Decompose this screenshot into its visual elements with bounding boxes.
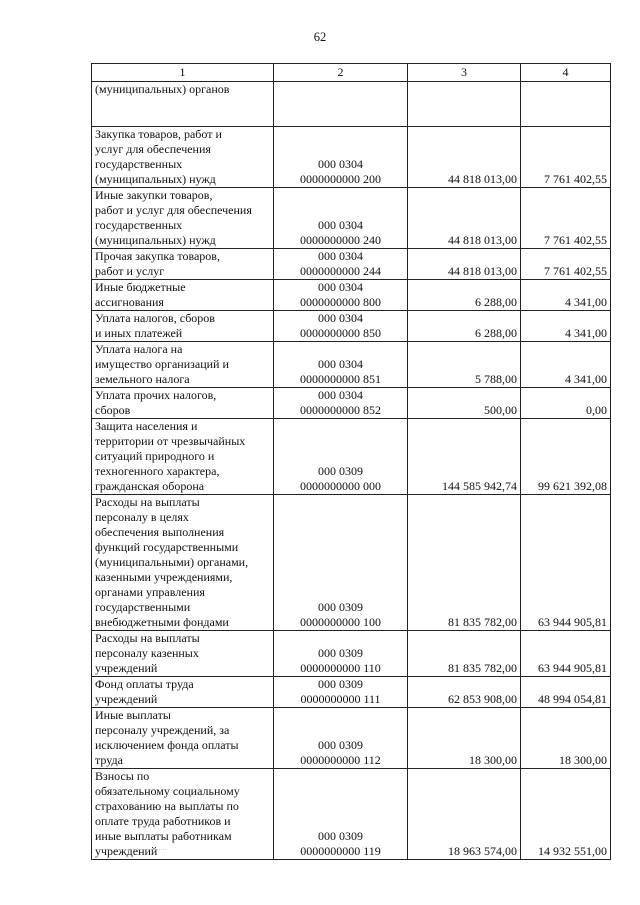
column-header: 2 xyxy=(274,64,408,82)
row-sum-col4 xyxy=(521,82,611,127)
row-sum-col4: 18 300,00 xyxy=(521,708,611,769)
table-row xyxy=(92,280,611,311)
row-sum-col4: 63 944 905,81 xyxy=(521,495,611,631)
row-code: 000 0304 0000000000 850 xyxy=(274,311,408,342)
row-sum-col3 xyxy=(408,82,521,127)
row-sum-col4: 7 761 402,55 xyxy=(521,188,611,249)
row-sum-col3: 44 818 013,00 xyxy=(408,127,521,188)
row-sum-col3: 5 788,00 xyxy=(408,342,521,388)
row-name: Защита населения и территории от чрезвычайных ситуаций природного и техногенного характера, гражданская оборона xyxy=(92,419,274,495)
table-row xyxy=(92,127,611,188)
row-sum-col4: 14 932 551,00 xyxy=(521,769,611,860)
row-sum-col4: 4 341,00 xyxy=(521,280,611,311)
table-row xyxy=(92,495,611,631)
row-name: Расходы на выплаты персоналу в целях обеспечения выполнения функций государственными (муниципальными) органами, казенными учреждениями, органами управления государственными внебюджетными фондами xyxy=(92,495,274,631)
column-header: 4 xyxy=(521,64,611,82)
table-row xyxy=(92,188,611,249)
row-sum-col3: 81 835 782,00 xyxy=(408,631,521,677)
row-code: 000 0304 0000000000 244 xyxy=(274,249,408,280)
table-row xyxy=(92,249,611,280)
row-name: Иные выплаты персоналу учреждений, за исключением фонда оплаты труда xyxy=(92,708,274,769)
table-row xyxy=(92,311,611,342)
row-sum-col4: 63 944 905,81 xyxy=(521,631,611,677)
row-sum-col4: 7 761 402,55 xyxy=(521,127,611,188)
row-code xyxy=(274,82,408,127)
row-sum-col4: 4 341,00 xyxy=(521,311,611,342)
table-row xyxy=(92,82,611,127)
column-header: 1 xyxy=(92,64,274,82)
row-sum-col3: 81 835 782,00 xyxy=(408,495,521,631)
row-code: 000 0304 0000000000 240 xyxy=(274,188,408,249)
table-row xyxy=(92,342,611,388)
row-sum-col3: 6 288,00 xyxy=(408,311,521,342)
table-row xyxy=(92,419,611,495)
row-code: 000 0309 0000000000 000 xyxy=(274,419,408,495)
table-row xyxy=(92,677,611,708)
row-name: Расходы на выплаты персоналу казенных учреждений xyxy=(92,631,274,677)
row-name: Уплата налога на имущество организаций и земельного налога xyxy=(92,342,274,388)
row-code: 000 0304 0000000000 800 xyxy=(274,280,408,311)
row-name: Уплата прочих налогов, сборов xyxy=(92,388,274,419)
table-row xyxy=(92,769,611,860)
row-sum-col4: 99 621 392,08 xyxy=(521,419,611,495)
row-sum-col4: 4 341,00 xyxy=(521,342,611,388)
table-row xyxy=(92,708,611,769)
row-code: 000 0309 0000000000 119 xyxy=(274,769,408,860)
row-name: Фонд оплаты труда учреждений xyxy=(92,677,274,708)
row-sum-col3: 18 300,00 xyxy=(408,708,521,769)
row-sum-col4: 48 994 054,81 xyxy=(521,677,611,708)
budget-table xyxy=(91,63,611,860)
row-code: 000 0309 0000000000 100 xyxy=(274,495,408,631)
column-header: 3 xyxy=(408,64,521,82)
row-name: Иные бюджетные ассигнования xyxy=(92,280,274,311)
row-sum-col3: 18 963 574,00 xyxy=(408,769,521,860)
row-sum-col3: 500,00 xyxy=(408,388,521,419)
table-row xyxy=(92,388,611,419)
row-sum-col3: 62 853 908,00 xyxy=(408,677,521,708)
row-sum-col3: 144 585 942,74 xyxy=(408,419,521,495)
row-name: Прочая закупка товаров, работ и услуг xyxy=(92,249,274,280)
row-code: 000 0304 0000000000 851 xyxy=(274,342,408,388)
row-sum-col4: 0,00 xyxy=(521,388,611,419)
row-code: 000 0304 0000000000 852 xyxy=(274,388,408,419)
scan-artifact xyxy=(118,843,166,850)
row-name: (муниципальных) органов xyxy=(92,82,274,127)
row-name: Уплата налогов, сборов и иных платежей xyxy=(92,311,274,342)
row-code: 000 0309 0000000000 110 xyxy=(274,631,408,677)
row-code: 000 0309 0000000000 112 xyxy=(274,708,408,769)
table-header-row xyxy=(92,64,611,82)
row-code: 000 0304 0000000000 200 xyxy=(274,127,408,188)
row-name: Закупка товаров, работ и услуг для обеспечения государственных (муниципальных) нужд xyxy=(92,127,274,188)
row-name: Взносы по обязательному социальному страхованию на выплаты по оплате труда работников и иные выплаты работникам учреждений xyxy=(92,769,274,860)
page-number: 62 xyxy=(313,30,327,44)
row-sum-col3: 6 288,00 xyxy=(408,280,521,311)
row-sum-col3: 44 818 013,00 xyxy=(408,188,521,249)
row-sum-col4: 7 761 402,55 xyxy=(521,249,611,280)
table-row xyxy=(92,631,611,677)
row-code: 000 0309 0000000000 111 xyxy=(274,677,408,708)
row-name: Иные закупки товаров, работ и услуг для обеспечения государственных (муниципальных) нужд xyxy=(92,188,274,249)
row-sum-col3: 44 818 013,00 xyxy=(408,249,521,280)
